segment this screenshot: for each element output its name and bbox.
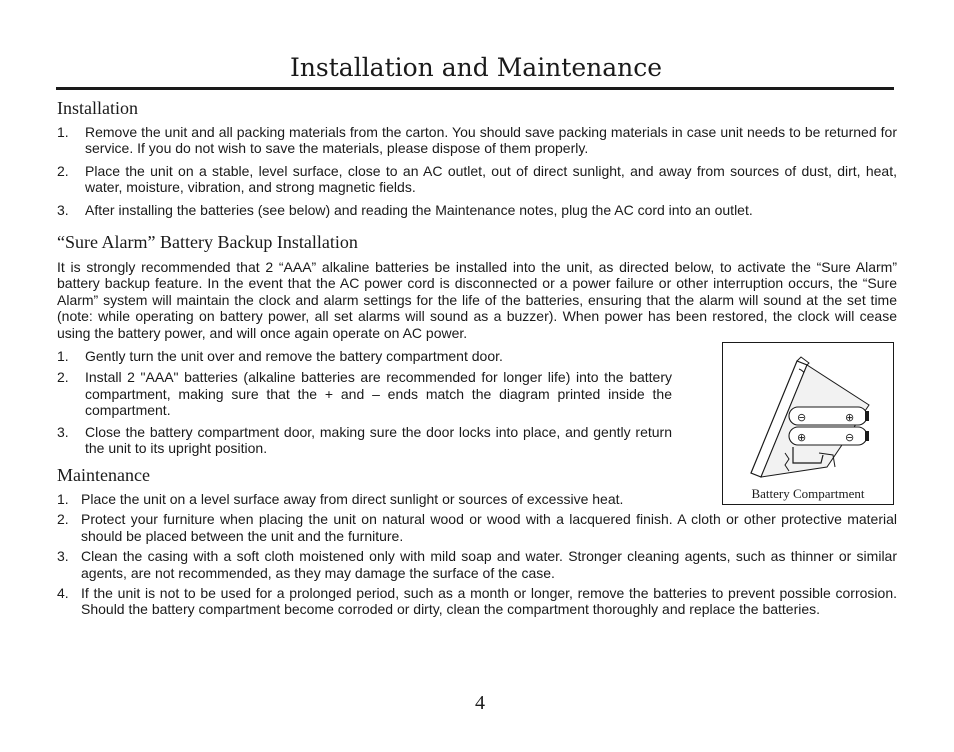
step-text: Gently turn the unit over and remove the battery compartment door. [85,348,503,364]
step-text: Place the unit on a stable, level surface, close to an AC outlet, out of direct sunlight, and away from sources of dust, dirt, heat, water, moisture, vibration, and strong magnetic fields. [85,162,897,196]
list-item [57,124,897,157]
polarity-minus-icon: ⊖ [797,411,807,424]
battery-backup-heading: “Sure Alarm” Battery Backup Installation [57,232,358,252]
polarity-plus-icon: ⊕ [797,431,807,444]
step-number: 2. [57,511,69,528]
battery-terminal [865,411,869,421]
step-text: Place the unit on a level surface away from direct sunlight or sources of excessive heat. [81,491,624,507]
step-text: If the unit is not to be used for a prolonged period, such as a month or longer, remove the batteries to prevent possible corrosion. Should the battery compartment become corroded or dirty, clean the compartment thoroughly and replace the batteries. [81,585,897,618]
list-item [57,511,897,544]
step-text: Install 2 "AAA" batteries (alkaline batteries are recommended for longer life) into the battery compartment, making sure that the + and – ends match the diagram printed inside the compartment. [85,369,672,419]
battery-compartment-illustration [723,343,893,483]
step-number: 3. [57,548,69,565]
maintenance-heading: Maintenance [57,465,150,485]
step-text: Remove the unit and all packing materials from the carton. You should save packing materials in case unit needs to be returned for service. If you do not wish to save the materials, please dispose of them properly. [85,124,897,157]
list-item [57,548,897,581]
step-text: Clean the casing with a soft cloth moistened only with mild soap and water. Stronger cleaning agents, such as thinner or similar agents, are not recommended, as they may damage the surface of the case. [81,548,897,581]
list-item [57,163,897,196]
installation-heading: Installation [57,98,138,118]
battery-backup-intro: It is strongly recommended that 2 “AAA” alkaline batteries be installed into the unit, as directed below, to activate the “Sure Alarm” battery backup feature. In the event that the AC power cord is disconnected or a power failure or other interruption occurs, the “Sure Alarm” system will maintain the clock and alarm settings for the life of the batteries, ensuring that the alarm will sound at the set time (note: while operating on battery power, all set alarms will sound as a buzzer). When power has been restored, the clock will cease using the battery power, and will once again operate on AC power. [57,259,897,341]
step-number: 2. [57,162,69,179]
battery-compartment-figure [722,342,894,505]
page-number: 4 [475,692,485,714]
step-number: 1. [57,491,69,507]
step-number: 1. [57,124,69,140]
battery-terminal [865,431,869,441]
step-text: After installing the batteries (see below) and reading the Maintenance notes, plug the AC cord into an outlet. [85,201,753,218]
step-number: 3. [57,423,69,440]
list-item [57,585,897,618]
polarity-minus-icon: ⊖ [845,431,855,444]
step-number: 1. [57,348,69,364]
page-title: Installation and Maintenance [289,53,663,82]
maintenance-steps [57,491,897,618]
step-text: Protect your furniture when placing the unit on natural wood or wood with a lacquered finish. A cloth or other protective material should be placed between the unit and the furniture. [81,511,897,544]
step-number: 4. [57,585,69,602]
step-number: 2. [57,369,69,386]
list-item [57,491,681,507]
step-text: Close the battery compartment door, making sure the door locks into place, and gently return the unit to its upright position. [85,423,672,457]
list-item [57,424,672,457]
battery-steps [57,348,672,456]
title-rule [56,87,894,90]
step-number: 3. [57,201,69,218]
list-item [57,348,672,364]
figure-caption: Battery Compartment [751,486,865,501]
installation-steps [57,124,897,218]
list-item [57,369,672,418]
list-item [57,202,897,218]
polarity-plus-icon: ⊕ [845,411,855,424]
